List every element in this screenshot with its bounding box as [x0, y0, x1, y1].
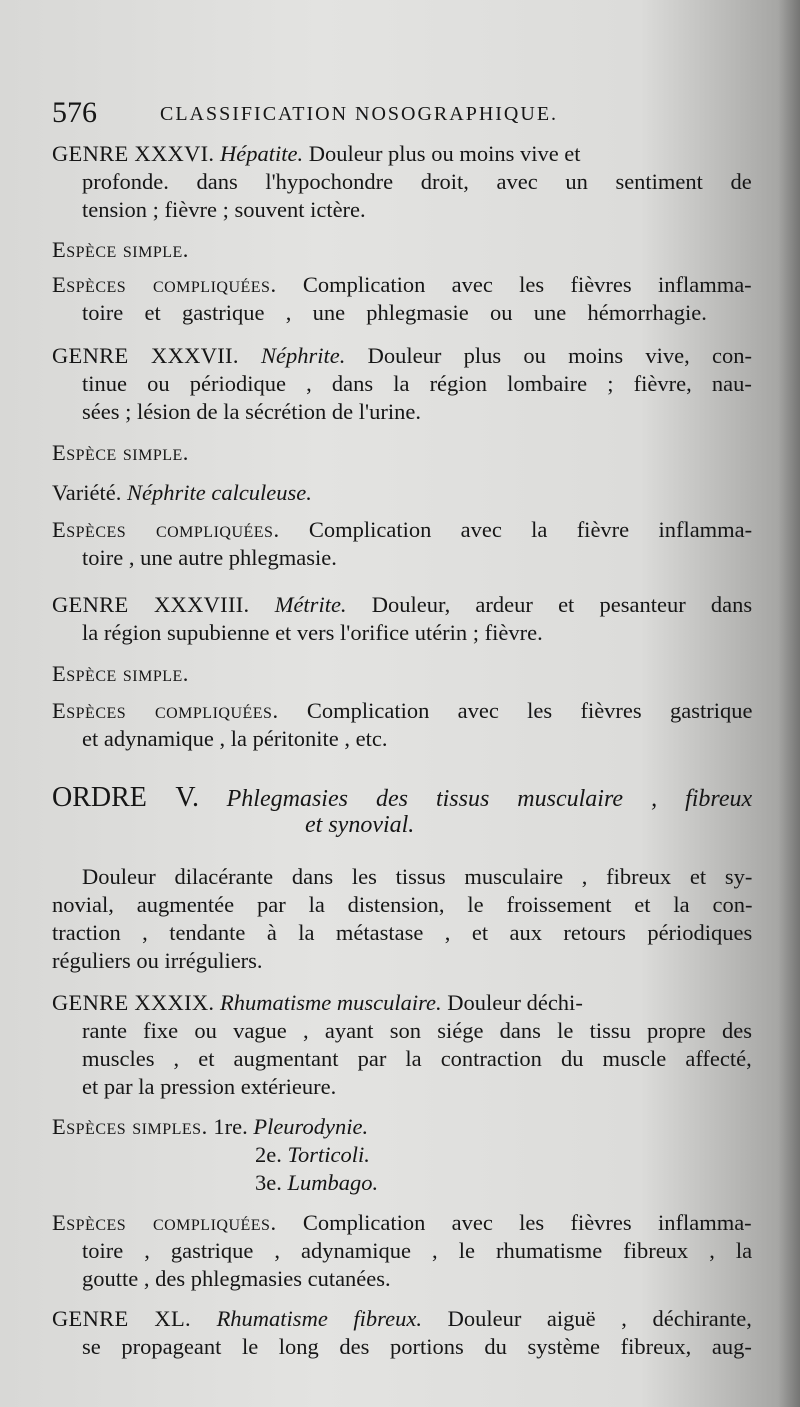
species-label: Espèces compliquées. [52, 698, 279, 723]
italic-term: Rhumatisme fibreux. [216, 1306, 422, 1331]
italic-term: Rhumatisme musculaire. [219, 990, 442, 1015]
text-line [52, 1306, 752, 1332]
text-line [82, 1238, 752, 1264]
text-line [255, 1170, 378, 1196]
section-heading: ORDRE V. [52, 782, 200, 813]
text-line [52, 517, 752, 543]
text-run [199, 786, 227, 811]
text-run: Douleur dilacérante dans les tissus musculaire , fibreux et sy- [82, 864, 753, 889]
text-run: tension ; fièvre ; souvent ictère. [82, 197, 366, 222]
text-line [82, 545, 337, 571]
text-run: Complication avec les fièvres gastrique [278, 698, 753, 723]
italic-term: Phlegmasies des tissus musculaire , fibreux [226, 786, 753, 812]
text-run: muscles , et augmentant par la contraction du muscle affecté, [82, 1046, 752, 1071]
text-run: Complication avec les fièvres inflamma- [276, 1210, 752, 1235]
running-title: CLASSIFICATION NOSOGRAPHIQUE. [160, 103, 559, 125]
species-label: Espèce simple. [52, 237, 189, 262]
page-edge-shadow [778, 0, 800, 1407]
species-label: Espèces simples. [52, 1114, 208, 1139]
text-line [52, 698, 752, 724]
text-line [82, 371, 752, 397]
text-line [52, 892, 752, 918]
text-line [52, 272, 752, 298]
text-run: novial, augmentée par la distension, le froissement et la con- [52, 892, 753, 917]
species-label: Espèce simple. [52, 661, 189, 686]
text-run: réguliers ou irréguliers. [52, 948, 263, 973]
species-label: Espèces compliquées. [52, 272, 277, 297]
text-line [82, 1074, 336, 1100]
italic-term: Néphrite calculeuse. [126, 480, 312, 505]
text-run: tinue ou périodique , dans la région lombaire ; fièvre, nau- [82, 371, 752, 396]
text-run: Variété. [52, 480, 127, 505]
text-run: 1re. [207, 1114, 254, 1139]
italic-term: et synovial. [305, 812, 415, 838]
text-run: se propageant le long des portions du système fibreux, aug- [82, 1334, 752, 1359]
text-run: Douleur plus ou moins vive et [303, 141, 581, 166]
text-run: Douleur aiguë , déchirante, [421, 1306, 752, 1331]
text-line [305, 812, 414, 838]
text-line [82, 300, 707, 326]
text-line [52, 948, 263, 974]
text-line [52, 141, 581, 167]
section-heading: GENRE XXXIX. [52, 990, 215, 1015]
text-line [255, 1142, 370, 1168]
species-label: Espèce simple. [52, 440, 189, 465]
page-number: 576 [52, 96, 97, 129]
text-run: toire et gastrique , une phlegmasie ou une hémorrhagie. [82, 300, 707, 325]
text-line [82, 1266, 391, 1292]
species-label: Espèces compliquées. [52, 1210, 277, 1235]
section-heading: GENRE XXXVI. [52, 141, 215, 166]
text-run: 3e. [255, 1170, 288, 1195]
text-line [82, 197, 366, 223]
text-line [82, 726, 388, 752]
text-run: Complication avec la fièvre inflamma- [279, 517, 753, 542]
text-line [52, 237, 189, 263]
text-line [52, 661, 189, 687]
text-line [82, 1334, 752, 1360]
text-run [239, 343, 261, 368]
text-run: la région supubienne et vers l'orifice utérin ; fièvre. [82, 620, 543, 645]
text-run: Douleur déchi- [441, 990, 583, 1015]
italic-term: Hépatite. [219, 141, 304, 166]
text-line [52, 1210, 752, 1236]
text-line [52, 783, 752, 813]
text-run [191, 1306, 217, 1331]
text-run: et par la pression extérieure. [82, 1074, 337, 1099]
text-line [82, 1046, 752, 1072]
text-run: et adynamique , la péritonite , etc. [82, 726, 388, 751]
text-run: Douleur, ardeur et pesanteur dans [346, 592, 753, 617]
text-line [52, 592, 752, 618]
text-line [82, 399, 421, 425]
species-label: Espèces compliquées. [52, 517, 280, 542]
italic-term: Lumbago. [287, 1170, 379, 1195]
section-heading: GENRE XXXVII. [52, 343, 239, 368]
italic-term: Pleurodynie. [253, 1114, 369, 1139]
text-line [52, 990, 583, 1016]
text-run [250, 592, 275, 617]
text-line [52, 1114, 368, 1140]
text-line [52, 440, 189, 466]
text-line [82, 864, 752, 890]
text-run: traction , tendante à la métastase , et aux retours périodiques [52, 920, 753, 945]
text-line [82, 169, 752, 195]
text-line [82, 1018, 752, 1044]
text-run: 2e. [255, 1142, 288, 1167]
section-heading: GENRE XXXVIII. [52, 592, 250, 617]
text-run: Complication avec les fièvres inflamma- [276, 272, 752, 297]
text-run: Douleur plus ou moins vive, con- [345, 343, 752, 368]
text-run: toire , gastrique , adynamique , le rhumatisme fibreux , la [82, 1238, 753, 1263]
text-line [82, 620, 543, 646]
text-run: sées ; lésion de la sécrétion de l'urine. [82, 399, 421, 424]
italic-term: Néphrite. [261, 343, 346, 368]
italic-term: Torticoli. [287, 1142, 370, 1167]
italic-term: Métrite. [274, 592, 347, 617]
text-line [52, 920, 752, 946]
text-line [52, 480, 312, 506]
text-run: toire , une autre phlegmasie. [82, 545, 337, 570]
text-line [52, 343, 752, 369]
text-run: rante fixe ou vague , ayant son siége dans le tissu propre des [82, 1018, 752, 1043]
text-run: goutte , des phlegmasies cutanées. [82, 1266, 391, 1291]
text-run: profonde. dans l'hypochondre droit, avec un sentiment de [82, 169, 752, 194]
section-heading: GENRE XL. [52, 1306, 191, 1331]
